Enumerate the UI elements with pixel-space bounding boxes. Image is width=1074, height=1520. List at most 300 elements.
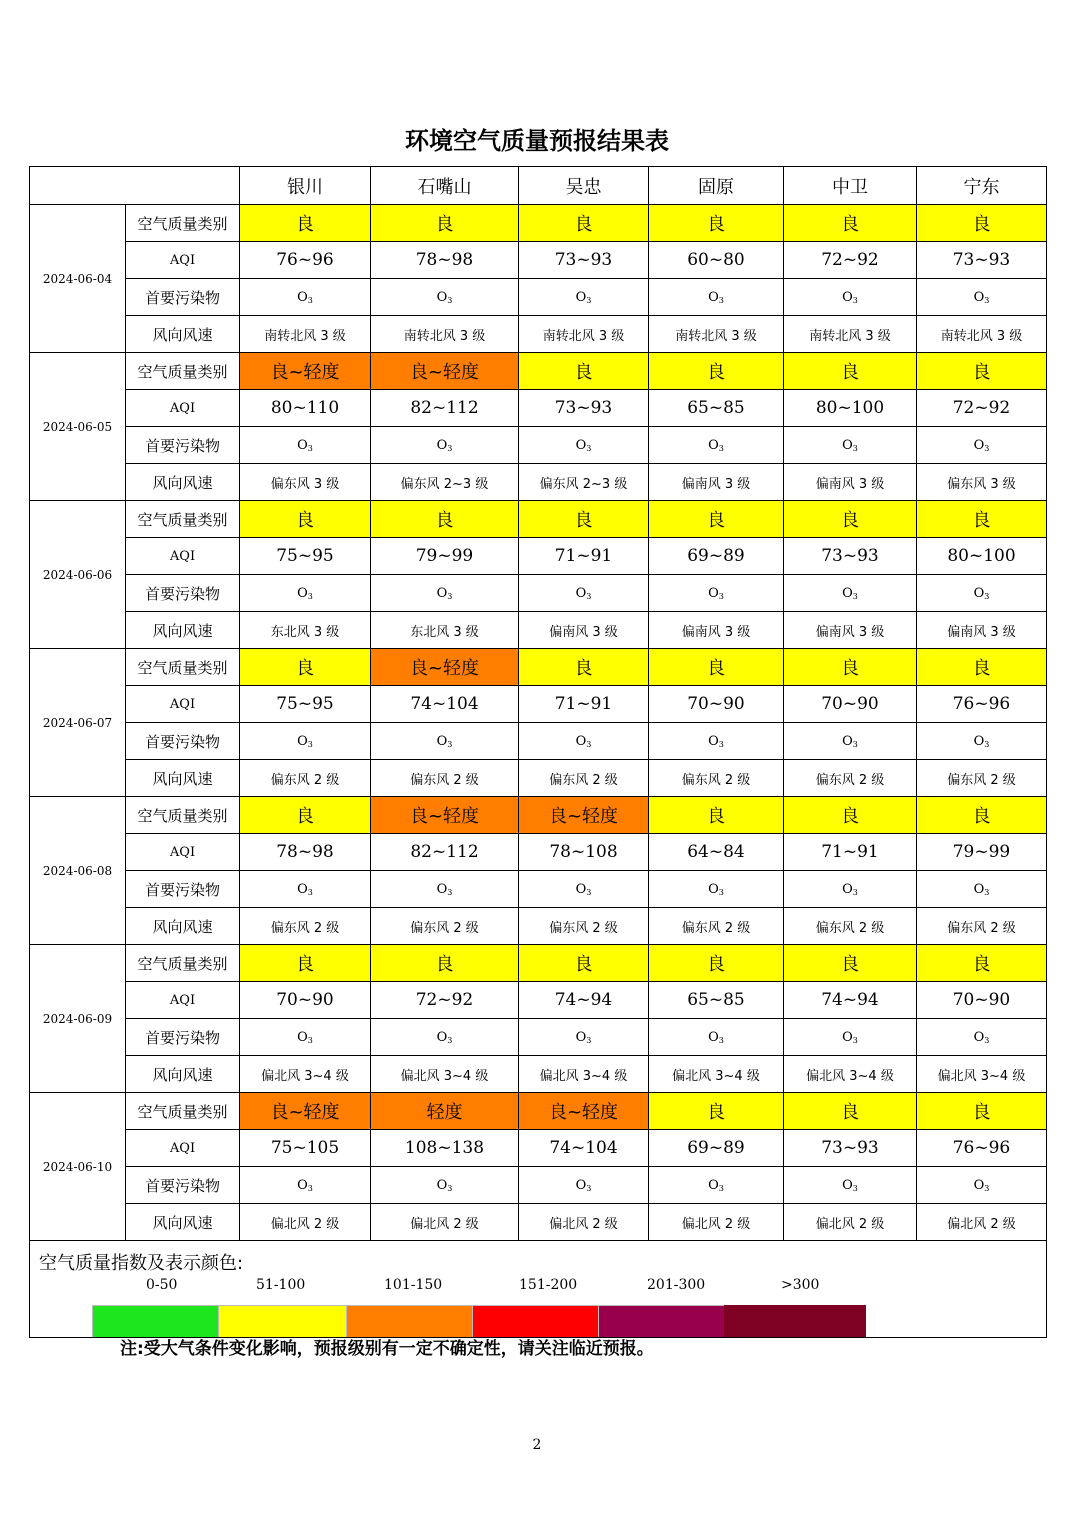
- row-label-aqi: AQI: [126, 686, 240, 723]
- pollutant-subscript: 3: [984, 591, 990, 601]
- pollutant-cell: [240, 723, 371, 760]
- wind-cell: 偏东风 2 级: [784, 760, 917, 797]
- wind-cell: 偏东风 2~3 级: [371, 464, 519, 501]
- wind-row: [30, 908, 1047, 945]
- pollutant-cell: [649, 871, 784, 908]
- pollutant-symbol: O: [297, 1029, 308, 1045]
- pollutant-symbol: O: [708, 1029, 719, 1045]
- row-label-aqi: AQI: [126, 1130, 240, 1167]
- pollutant-cell: [371, 575, 519, 612]
- pollutant-symbol: O: [973, 881, 985, 897]
- pollutant-subscript: 3: [852, 1183, 858, 1193]
- legend-range-label: 151-200: [519, 1277, 578, 1293]
- aqi-cell: 72~92: [371, 982, 519, 1019]
- legend-color-swatch: [346, 1305, 474, 1338]
- legend-range-label: >300: [781, 1277, 820, 1293]
- pollutant-symbol: O: [708, 289, 719, 305]
- legend-color-swatch: [598, 1305, 726, 1338]
- category-cell: 良: [784, 649, 917, 686]
- aqi-cell: 64~84: [649, 834, 784, 871]
- wind-cell: 偏东风 2 级: [240, 760, 371, 797]
- aqi-cell: 74~94: [784, 982, 917, 1019]
- city-header: 吴忠: [519, 167, 649, 205]
- row-label-pollutant: 首要污染物: [126, 871, 240, 908]
- pollutant-cell: [917, 1019, 1047, 1056]
- category-cell: 良: [784, 205, 917, 242]
- pollutant-symbol: O: [436, 585, 448, 601]
- pollutant-subscript: 3: [852, 443, 858, 453]
- category-cell: 良: [240, 501, 371, 538]
- aqi-cell: 76~96: [917, 686, 1047, 723]
- pollutant-cell: [519, 723, 649, 760]
- pollutant-subscript: 3: [984, 1035, 990, 1045]
- pollutant-subscript: 3: [586, 443, 592, 453]
- wind-cell: 偏北风 2 级: [649, 1204, 784, 1241]
- pollutant-symbol: O: [973, 733, 985, 749]
- legend-color-swatch: [472, 1305, 600, 1338]
- pollutant-cell: [519, 1167, 649, 1204]
- pollutant-subscript: 3: [852, 739, 858, 749]
- pollutant-cell: [371, 723, 519, 760]
- wind-cell: 偏北风 3~4 级: [371, 1056, 519, 1093]
- date-cell: 2024-06-07: [30, 649, 126, 797]
- pollutant-cell: [784, 1167, 917, 1204]
- row-label-wind: 风向风速: [126, 316, 240, 353]
- category-cell: 良: [371, 501, 519, 538]
- pollutant-symbol: O: [842, 289, 853, 305]
- aqi-cell: 80~100: [784, 390, 917, 427]
- wind-cell: 偏东风 3 级: [917, 464, 1047, 501]
- pollutant-row: [30, 871, 1047, 908]
- pollutant-row: [30, 1019, 1047, 1056]
- row-label-category: 空气质量类别: [126, 945, 240, 982]
- category-cell: 良: [519, 649, 649, 686]
- aqi-cell: 60~80: [649, 242, 784, 279]
- pollutant-symbol: O: [842, 437, 853, 453]
- pollutant-row: [30, 1167, 1047, 1204]
- pollutant-symbol: O: [575, 1029, 587, 1045]
- pollutant-subscript: 3: [447, 1183, 453, 1193]
- wind-cell: 偏南风 3 级: [917, 612, 1047, 649]
- pollutant-cell: [649, 1167, 784, 1204]
- pollutant-cell: [519, 279, 649, 316]
- aqi-cell: 70~90: [917, 982, 1047, 1019]
- pollutant-cell: [240, 1167, 371, 1204]
- aqi-cell: 72~92: [917, 390, 1047, 427]
- row-label-aqi: AQI: [126, 242, 240, 279]
- aqi-row: [30, 390, 1047, 427]
- pollutant-symbol: O: [297, 585, 308, 601]
- category-cell: 良: [917, 501, 1047, 538]
- row-label-wind: 风向风速: [126, 1056, 240, 1093]
- category-cell: 良: [784, 1093, 917, 1130]
- city-header: 固原: [649, 167, 784, 205]
- category-row: [30, 1093, 1047, 1130]
- wind-row: [30, 1204, 1047, 1241]
- pollutant-subscript: 3: [586, 739, 592, 749]
- category-cell: 良: [240, 797, 371, 834]
- category-cell: 良: [649, 649, 784, 686]
- category-row: [30, 797, 1047, 834]
- pollutant-cell: [917, 575, 1047, 612]
- pollutant-subscript: 3: [718, 1183, 724, 1193]
- category-row: [30, 649, 1047, 686]
- city-header: 中卫: [784, 167, 917, 205]
- wind-cell: 南转北风 3 级: [240, 316, 371, 353]
- pollutant-symbol: O: [973, 1177, 985, 1193]
- pollutant-symbol: O: [973, 1029, 985, 1045]
- pollutant-symbol: O: [842, 585, 853, 601]
- pollutant-cell: [649, 279, 784, 316]
- category-cell: 良~轻度: [519, 797, 649, 834]
- aqi-row: [30, 686, 1047, 723]
- pollutant-symbol: O: [575, 289, 587, 305]
- date-cell: 2024-06-08: [30, 797, 126, 945]
- pollutant-cell: [917, 427, 1047, 464]
- pollutant-cell: [240, 427, 371, 464]
- pollutant-symbol: O: [436, 881, 448, 897]
- date-cell: 2024-06-06: [30, 501, 126, 649]
- pollutant-subscript: 3: [447, 443, 453, 453]
- aqi-cell: 79~99: [371, 538, 519, 575]
- category-cell: 良: [649, 797, 784, 834]
- category-cell: 良: [519, 945, 649, 982]
- category-cell: 良: [240, 205, 371, 242]
- row-label-pollutant: 首要污染物: [126, 575, 240, 612]
- pollutant-subscript: 3: [984, 443, 990, 453]
- wind-cell: 偏东风 2 级: [519, 760, 649, 797]
- wind-cell: 偏南风 3 级: [784, 464, 917, 501]
- wind-cell: 偏南风 3 级: [649, 612, 784, 649]
- row-label-pollutant: 首要污染物: [126, 279, 240, 316]
- category-cell: 良: [784, 797, 917, 834]
- category-cell: 良~轻度: [519, 1093, 649, 1130]
- wind-row: [30, 316, 1047, 353]
- pollutant-cell: [917, 871, 1047, 908]
- pollutant-symbol: O: [575, 881, 587, 897]
- pollutant-subscript: 3: [586, 591, 592, 601]
- pollutant-cell: [240, 1019, 371, 1056]
- row-label-pollutant: 首要污染物: [126, 427, 240, 464]
- pollutant-symbol: O: [708, 881, 719, 897]
- wind-cell: 偏北风 2 级: [519, 1204, 649, 1241]
- pollutant-symbol: O: [842, 733, 853, 749]
- category-cell: 良: [917, 649, 1047, 686]
- category-row: [30, 353, 1047, 390]
- wind-cell: 偏北风 2 级: [371, 1204, 519, 1241]
- pollutant-cell: [519, 427, 649, 464]
- pollutant-subscript: 3: [307, 887, 313, 897]
- category-cell: 轻度: [371, 1093, 519, 1130]
- row-label-category: 空气质量类别: [126, 501, 240, 538]
- city-header: 银川: [240, 167, 371, 205]
- aqi-cell: 69~89: [649, 538, 784, 575]
- aqi-cell: 71~91: [519, 538, 649, 575]
- aqi-color-legend: [30, 1241, 1047, 1338]
- pollutant-subscript: 3: [447, 887, 453, 897]
- pollutant-subscript: 3: [307, 1035, 313, 1045]
- aqi-cell: 82~112: [371, 390, 519, 427]
- pollutant-subscript: 3: [718, 739, 724, 749]
- pollutant-cell: [371, 427, 519, 464]
- pollutant-symbol: O: [708, 1177, 719, 1193]
- date-cell: 2024-06-09: [30, 945, 126, 1093]
- pollutant-cell: [649, 1019, 784, 1056]
- aqi-cell: 75~95: [240, 538, 371, 575]
- legend-range-label: 201-300: [647, 1277, 706, 1293]
- row-label-category: 空气质量类别: [126, 649, 240, 686]
- category-cell: 良: [649, 353, 784, 390]
- pollutant-cell: [240, 279, 371, 316]
- pollutant-cell: [649, 427, 784, 464]
- aqi-cell: 70~90: [784, 686, 917, 723]
- wind-cell: 偏北风 3~4 级: [784, 1056, 917, 1093]
- wind-cell: 偏东风 2 级: [784, 908, 917, 945]
- aqi-row: [30, 834, 1047, 871]
- category-row: [30, 945, 1047, 982]
- category-cell: 良~轻度: [371, 353, 519, 390]
- page-title: 环境空气质量预报结果表: [405, 127, 669, 155]
- wind-cell: 偏东风 2 级: [917, 908, 1047, 945]
- legend-color-swatch: [218, 1305, 348, 1338]
- pollutant-cell: [917, 279, 1047, 316]
- pollutant-subscript: 3: [307, 1183, 313, 1193]
- wind-cell: 偏北风 3~4 级: [917, 1056, 1047, 1093]
- legend-title: 空气质量指数及表示颜色:: [39, 1253, 244, 1274]
- pollutant-subscript: 3: [984, 1183, 990, 1193]
- pollutant-row: [30, 723, 1047, 760]
- aqi-row: [30, 982, 1047, 1019]
- pollutant-cell: [240, 871, 371, 908]
- pollutant-subscript: 3: [984, 295, 990, 305]
- wind-cell: 偏东风 2 级: [917, 760, 1047, 797]
- row-label-category: 空气质量类别: [126, 353, 240, 390]
- pollutant-symbol: O: [575, 585, 587, 601]
- row-label-wind: 风向风速: [126, 908, 240, 945]
- pollutant-subscript: 3: [447, 295, 453, 305]
- pollutant-subscript: 3: [852, 887, 858, 897]
- category-cell: 良: [917, 1093, 1047, 1130]
- pollutant-symbol: O: [436, 733, 448, 749]
- wind-row: [30, 760, 1047, 797]
- category-cell: 良: [371, 945, 519, 982]
- aqi-cell: 79~99: [917, 834, 1047, 871]
- pollutant-subscript: 3: [586, 1035, 592, 1045]
- category-cell: 良: [519, 353, 649, 390]
- row-label-category: 空气质量类别: [126, 205, 240, 242]
- pollutant-subscript: 3: [307, 591, 313, 601]
- pollutant-subscript: 3: [852, 295, 858, 305]
- category-cell: 良: [917, 353, 1047, 390]
- pollutant-symbol: O: [575, 437, 587, 453]
- header-row: [30, 167, 1047, 205]
- aqi-cell: 76~96: [917, 1130, 1047, 1167]
- pollutant-symbol: O: [575, 733, 587, 749]
- category-cell: 良: [649, 205, 784, 242]
- wind-cell: 偏南风 3 级: [784, 612, 917, 649]
- aqi-cell: 108~138: [371, 1130, 519, 1167]
- pollutant-cell: [371, 871, 519, 908]
- forecast-note: 注:受大气条件变化影响，预报级别有一定不确定性，请关注临近预报。: [120, 1339, 654, 1359]
- category-row: [30, 501, 1047, 538]
- aqi-cell: 73~93: [784, 1130, 917, 1167]
- pollutant-subscript: 3: [718, 295, 724, 305]
- pollutant-symbol: O: [842, 881, 853, 897]
- pollutant-symbol: O: [708, 437, 719, 453]
- pollutant-symbol: O: [297, 437, 308, 453]
- wind-cell: 偏东风 2 级: [371, 908, 519, 945]
- header-corner-cell: [30, 167, 240, 205]
- date-cell: 2024-06-10: [30, 1093, 126, 1241]
- wind-cell: 偏北风 3~4 级: [519, 1056, 649, 1093]
- pollutant-subscript: 3: [586, 295, 592, 305]
- wind-cell: 偏东风 2~3 级: [519, 464, 649, 501]
- forecast-table: [29, 166, 1047, 1338]
- aqi-cell: 73~93: [784, 538, 917, 575]
- aqi-cell: 71~91: [784, 834, 917, 871]
- pollutant-cell: [917, 723, 1047, 760]
- pollutant-cell: [784, 279, 917, 316]
- pollutant-cell: [649, 723, 784, 760]
- aqi-cell: 74~94: [519, 982, 649, 1019]
- pollutant-cell: [371, 1167, 519, 1204]
- pollutant-symbol: O: [436, 437, 448, 453]
- legend-range-label: 101-150: [384, 1277, 443, 1293]
- wind-cell: 南转北风 3 级: [784, 316, 917, 353]
- row-label-aqi: AQI: [126, 538, 240, 575]
- aqi-cell: 78~108: [519, 834, 649, 871]
- category-cell: 良: [917, 797, 1047, 834]
- row-label-aqi: AQI: [126, 390, 240, 427]
- pollutant-subscript: 3: [852, 591, 858, 601]
- category-cell: 良~轻度: [240, 1093, 371, 1130]
- pollutant-subscript: 3: [984, 887, 990, 897]
- category-cell: 良: [519, 205, 649, 242]
- aqi-row: [30, 538, 1047, 575]
- pollutant-symbol: O: [842, 1177, 853, 1193]
- category-cell: 良~轻度: [240, 353, 371, 390]
- wind-cell: 南转北风 3 级: [649, 316, 784, 353]
- pollutant-cell: [784, 575, 917, 612]
- pollutant-symbol: O: [297, 733, 308, 749]
- wind-cell: 东北风 3 级: [371, 612, 519, 649]
- legend-color-swatch: [724, 1305, 866, 1338]
- aqi-cell: 70~90: [649, 686, 784, 723]
- category-cell: 良: [649, 945, 784, 982]
- row-label-aqi: AQI: [126, 982, 240, 1019]
- pollutant-subscript: 3: [984, 739, 990, 749]
- legend-range-label: 51-100: [256, 1277, 306, 1293]
- pollutant-subscript: 3: [447, 591, 453, 601]
- wind-cell: 偏东风 2 级: [649, 908, 784, 945]
- date-cell: 2024-06-05: [30, 353, 126, 501]
- pollutant-cell: [240, 575, 371, 612]
- wind-cell: 偏东风 2 级: [649, 760, 784, 797]
- legend-row: [30, 1241, 1047, 1338]
- pollutant-cell: [371, 279, 519, 316]
- row-label-wind: 风向风速: [126, 464, 240, 501]
- row-label-pollutant: 首要污染物: [126, 723, 240, 760]
- wind-cell: 偏南风 3 级: [519, 612, 649, 649]
- legend-color-swatch: [92, 1305, 220, 1338]
- aqi-cell: 73~93: [519, 242, 649, 279]
- pollutant-subscript: 3: [718, 591, 724, 601]
- pollutant-subscript: 3: [307, 443, 313, 453]
- category-cell: 良: [784, 501, 917, 538]
- pollutant-symbol: O: [708, 585, 719, 601]
- pollutant-subscript: 3: [447, 739, 453, 749]
- pollutant-row: [30, 575, 1047, 612]
- wind-cell: 偏北风 2 级: [784, 1204, 917, 1241]
- wind-cell: 南转北风 3 级: [519, 316, 649, 353]
- pollutant-subscript: 3: [718, 887, 724, 897]
- category-cell: 良: [784, 945, 917, 982]
- pollutant-cell: [519, 871, 649, 908]
- pollutant-subscript: 3: [307, 295, 313, 305]
- wind-row: [30, 612, 1047, 649]
- category-row: [30, 205, 1047, 242]
- aqi-cell: 78~98: [371, 242, 519, 279]
- aqi-cell: 82~112: [371, 834, 519, 871]
- aqi-row: [30, 242, 1047, 279]
- wind-cell: 南转北风 3 级: [917, 316, 1047, 353]
- wind-cell: 南转北风 3 级: [371, 316, 519, 353]
- pollutant-symbol: O: [297, 881, 308, 897]
- wind-cell: 东北风 3 级: [240, 612, 371, 649]
- pollutant-subscript: 3: [852, 1035, 858, 1045]
- aqi-cell: 74~104: [371, 686, 519, 723]
- category-cell: 良: [649, 501, 784, 538]
- legend-range-label: 0-50: [146, 1277, 178, 1293]
- wind-cell: 偏北风 3~4 级: [649, 1056, 784, 1093]
- city-header: 石嘴山: [371, 167, 519, 205]
- pollutant-cell: [784, 427, 917, 464]
- category-cell: 良: [784, 353, 917, 390]
- pollutant-symbol: O: [436, 1177, 448, 1193]
- row-label-category: 空气质量类别: [126, 1093, 240, 1130]
- pollutant-cell: [784, 1019, 917, 1056]
- pollutant-symbol: O: [297, 1177, 308, 1193]
- pollutant-cell: [649, 575, 784, 612]
- date-cell: 2024-06-04: [30, 205, 126, 353]
- wind-cell: 偏东风 2 级: [240, 908, 371, 945]
- row-label-pollutant: 首要污染物: [126, 1019, 240, 1056]
- aqi-cell: 73~93: [519, 390, 649, 427]
- pollutant-symbol: O: [973, 585, 985, 601]
- pollutant-cell: [519, 1019, 649, 1056]
- wind-cell: 偏东风 2 级: [371, 760, 519, 797]
- wind-row: [30, 1056, 1047, 1093]
- pollutant-symbol: O: [297, 289, 308, 305]
- row-label-category: 空气质量类别: [126, 797, 240, 834]
- pollutant-symbol: O: [842, 1029, 853, 1045]
- aqi-row: [30, 1130, 1047, 1167]
- wind-cell: 偏北风 3~4 级: [240, 1056, 371, 1093]
- pollutant-subscript: 3: [586, 887, 592, 897]
- pollutant-cell: [784, 871, 917, 908]
- pollutant-subscript: 3: [718, 1035, 724, 1045]
- pollutant-subscript: 3: [718, 443, 724, 453]
- pollutant-symbol: O: [575, 1177, 587, 1193]
- pollutant-cell: [519, 575, 649, 612]
- pollutant-subscript: 3: [447, 1035, 453, 1045]
- wind-cell: 偏东风 3 级: [240, 464, 371, 501]
- wind-cell: 偏东风 2 级: [519, 908, 649, 945]
- aqi-cell: 65~85: [649, 390, 784, 427]
- page-number: 2: [532, 1437, 542, 1453]
- pollutant-subscript: 3: [586, 1183, 592, 1193]
- aqi-cell: 73~93: [917, 242, 1047, 279]
